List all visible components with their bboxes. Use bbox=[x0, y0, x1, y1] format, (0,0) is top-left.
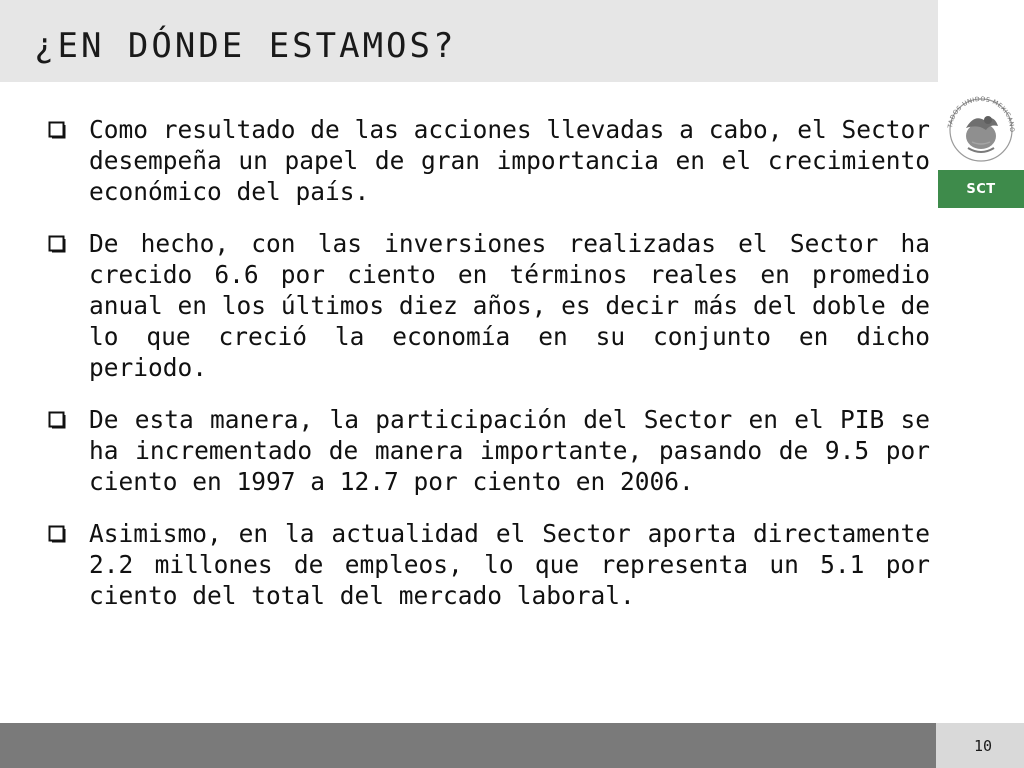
checkbox-square-icon bbox=[48, 121, 66, 139]
checkbox-square-icon bbox=[48, 411, 66, 429]
bullet-text: Asimismo, en la actualidad el Sector aporta directamente 2.2 millones de empleos, lo que representa un 5.1 por ciento del total del mercado laboral. bbox=[89, 519, 930, 610]
title-bar bbox=[0, 0, 938, 82]
bullet-list bbox=[46, 114, 930, 632]
eagle-seal-icon bbox=[938, 84, 1024, 170]
page-number: 10 bbox=[973, 737, 992, 755]
page-number-box bbox=[936, 723, 1024, 768]
checkbox-square-icon bbox=[48, 235, 66, 253]
bullet-text: De hecho, con las inversiones realizadas el Sector ha crecido 6.6 por ciento en términos reales en promedio anual en los últimos diez años, es decir más del doble de lo que creció la economía en su conjunto en dicho periodo. bbox=[89, 229, 930, 382]
bullet-item bbox=[46, 228, 930, 383]
bullet-item bbox=[46, 114, 930, 207]
bullet-text: Como resultado de las acciones llevadas a cabo, el Sector desempeña un papel de gran importancia en el crecimiento económico del país. bbox=[89, 115, 930, 206]
seal-text: TADOS UNIDOS MEXICANO bbox=[947, 95, 1016, 133]
mexico-seal-logo bbox=[938, 84, 1024, 170]
bullet-item bbox=[46, 518, 930, 611]
bullet-text: De esta manera, la participación del Sector en el PIB se ha incrementado de manera importante, pasando de 9.5 por ciento en 1997 a 12.7 por ciento en 2006. bbox=[89, 405, 930, 496]
checkbox-square-icon bbox=[48, 525, 66, 543]
slide-title: ¿EN DÓNDE ESTAMOS? bbox=[34, 26, 457, 66]
footer-bar bbox=[0, 723, 936, 768]
sct-badge: SCT bbox=[938, 170, 1024, 208]
bullet-item bbox=[46, 404, 930, 497]
